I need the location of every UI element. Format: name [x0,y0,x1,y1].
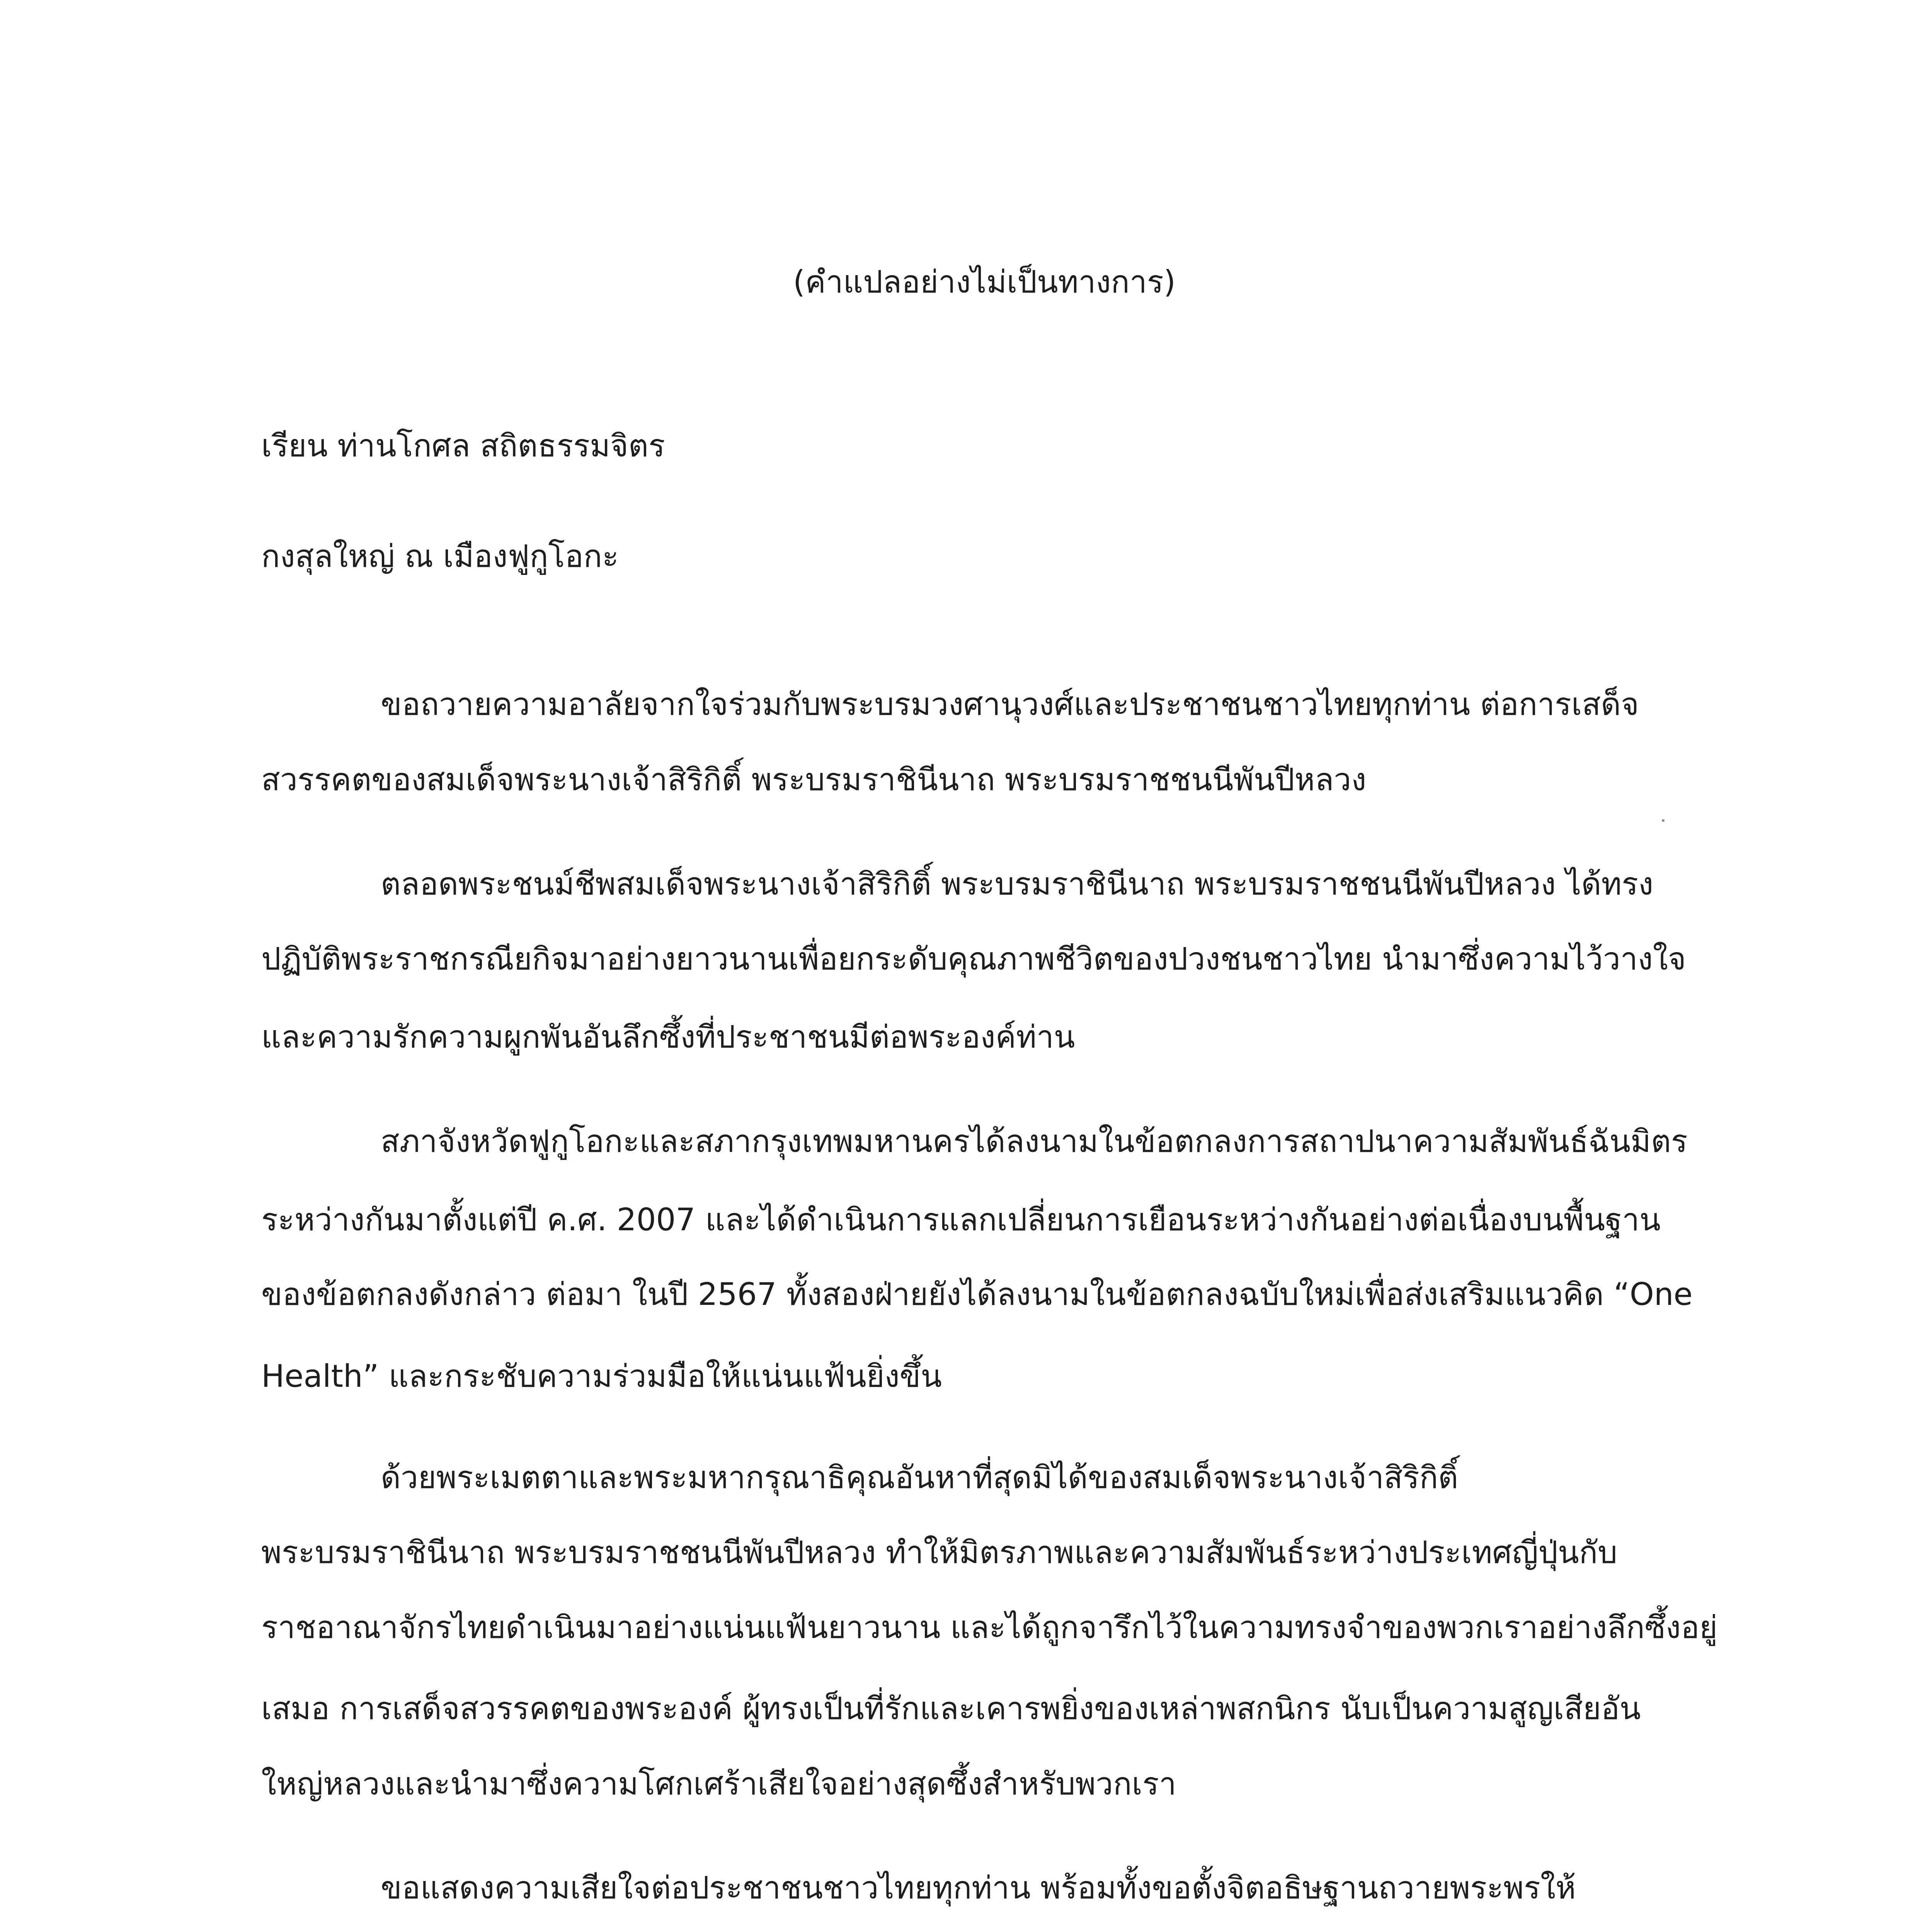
paragraph-2-line-3: และความรักความผูกพันอันลึกซึ้งที่ประชาชนมีต่อพระองค์ท่าน [261,1019,1075,1055]
paragraph-4-line-4: เสมอ การเสด็จสวรรคตของพระองค์ ผู้ทรงเป็นที่รักและเคารพยิ่งของเหล่าพสกนิกร นับเป็นความสูญเสียอัน [261,1690,1641,1726]
paragraph-1-line-2: สวรรคตของสมเด็จพระนางเจ้าสิริกิติ์ พระบรมราชินีนาถ พระบรมราชชนนีพันปีหลวง [261,762,1367,798]
paragraph-5-line-1: ขอแสดงความเสียใจต่อประชาชนชาวไทยทุกท่าน พร้อมทั้งขอตั้งจิตอธิษฐานถวายพระพรให้ [381,1870,1576,1906]
paragraph-2-line-1: ตลอดพระชนม์ชีพสมเด็จพระนางเจ้าสิริกิติ์ พระบรมราชินีนาถ พระบรมราชชนนีพันปีหลวง ได้ทรง [381,866,1654,902]
paragraph-3-line-4: Health” และกระชับความร่วมมือให้แน่นแฟ้นยิ่งขึ้น [261,1358,942,1394]
paragraph-3-line-3: ของข้อตกลงดังกล่าว ต่อมา ในปี 2567 ทั้งสองฝ่ายยังได้ลงนามในข้อตกลงฉบับใหม่เพื่อส่งเสริมแนวคิด “One [261,1276,1693,1312]
paragraph-3-line-1: สภาจังหวัดฟูกูโอกะและสภากรุงเทพมหานครได้ลงนามในข้อตกลงการสถาปนาความสัมพันธ์ฉันมิตร [381,1123,1688,1159]
paragraph-4-line-1: ด้วยพระเมตตาและพระมหากรุณาธิคุณอันหาที่สุดมิได้ของสมเด็จพระนางเจ้าสิริกิติ์ [381,1459,1459,1495]
paragraph-1-line-1: ขอถวายความอาลัยจากใจร่วมกับพระบรมวงศานุวงศ์และประชาชนชาวไทยทุกท่าน ต่อการเสด็จ [381,686,1639,722]
salutation-recipient: เรียน ท่านโกศล สถิตธรรมจิตร [261,428,665,464]
salutation-position: กงสุลใหญ่ ณ เมืองฟูกูโอกะ [261,538,619,574]
paragraph-2-line-2: ปฏิบัติพระราชกรณียกิจมาอย่างยาวนานเพื่อยกระดับคุณภาพชีวิตของปวงชนชาวไทย นำมาซึ่งความไว้วางใจ [261,941,1686,977]
paragraph-3-line-2: ระหว่างกันมาตั้งแต่ปี ค.ศ. 2007 และได้ดำเนินการแลกเปลี่ยนการเยือนระหว่างกันอย่างต่อเนื่องบนพื้นฐาน [261,1202,1661,1238]
scan-speck [1662,819,1665,822]
paragraph-4-line-2: พระบรมราชินีนาถ พระบรมราชชนนีพันปีหลวง ทำให้มิตรภาพและความสัมพันธ์ระหว่างประเทศญี่ปุ่นกับ [261,1534,1617,1570]
document-header: (คำแปลอย่างไม่เป็นทางการ) [793,264,1176,300]
paragraph-4-line-5: ใหญ่หลวงและนำมาซึ่งความโศกเศร้าเสียใจอย่างสุดซึ้งสำหรับพวกเรา [261,1766,1176,1802]
paragraph-4-line-3: ราชอาณาจักรไทยดำเนินมาอย่างแน่นแฟ้นยาวนาน และได้ถูกจารึกไว้ในความทรงจำของพวกเราอย่างลึกซึ้งอยู่ [261,1609,1718,1645]
